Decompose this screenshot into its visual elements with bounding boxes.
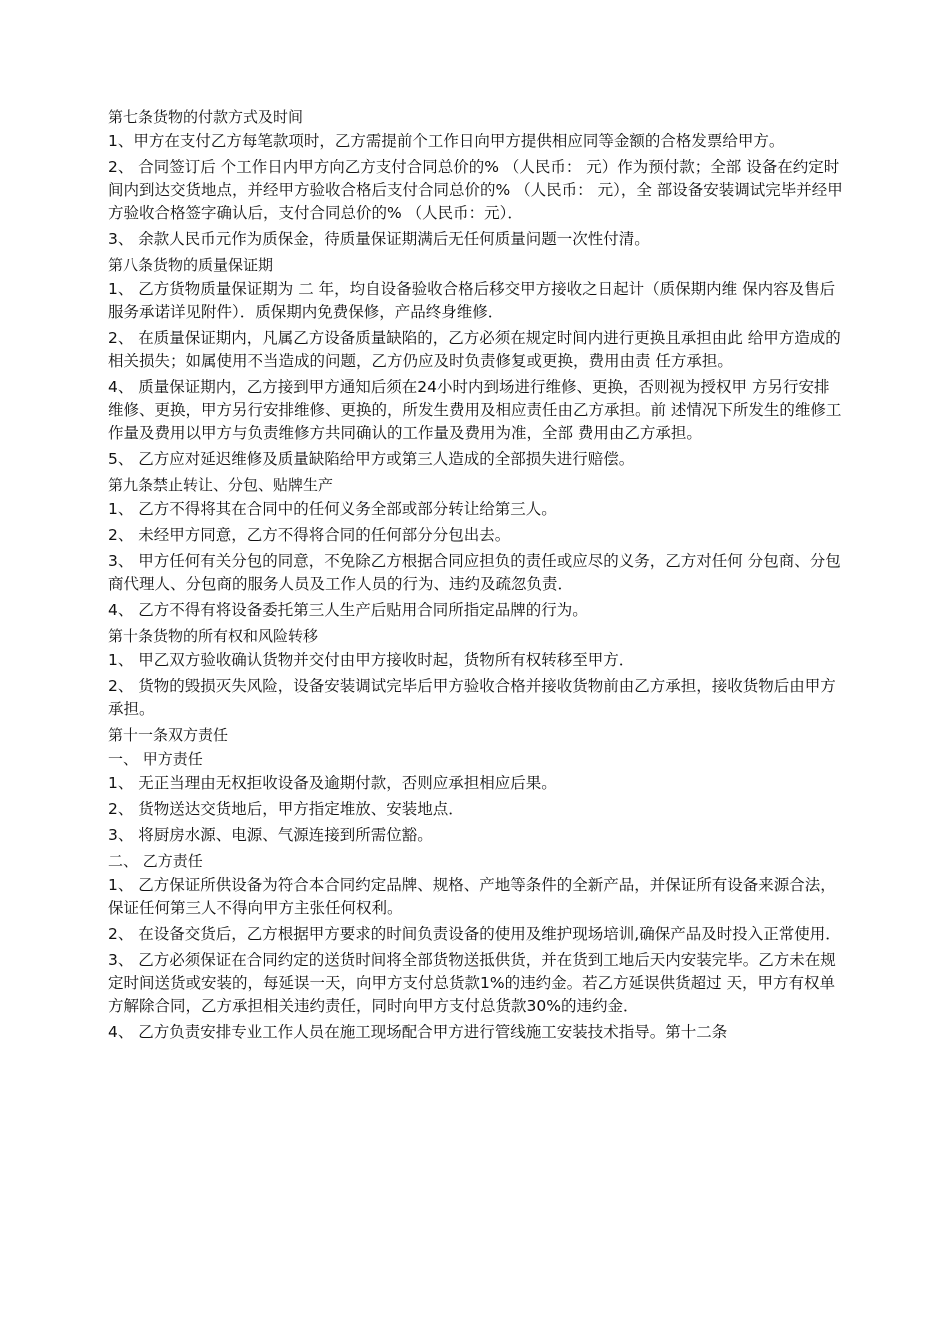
section-heading-11: 第十一条双方责任: [108, 726, 229, 744]
paragraph: 2、 未经甲方同意，乙方不得将合同的任何部分分包出去。: [108, 526, 511, 544]
paragraph: 3、 将厨房水源、电源、气源连接到所需位豁。: [108, 826, 433, 844]
paragraph: 4、 乙方不得有将设备委托第三人生产后贴用合同所指定品牌的行为。: [108, 601, 588, 619]
section-heading-9: 第九条禁止转让、分包、贴牌生产: [108, 476, 334, 494]
paragraph: 2、 合同签订后 个工作日内甲方向乙方支付合同总价的% （人民币： 元）作为预付款；全部 设备在约定时间内到达交货地点，并经甲方验收合格后支付合同总价的% （人民币： 元），全 部设备安装调试完毕并经甲方验收合格签字确认后，支付合同总价的% （人民币：元）．: [108, 158, 843, 222]
paragraph: 2、 在设备交货后，乙方根据甲方要求的时间负责设备的使用及维护现场培训,确保产品及时投入正常使用．: [108, 925, 841, 943]
paragraph: 3、 甲方任何有关分包的同意，不免除乙方根据合同应担负的责任或应尽的义务，乙方对任何 分包商、分包商代理人、分包商的服务人员及工作人员的行为、违约及疏忽负责．: [108, 552, 841, 593]
paragraph: 4、 乙方负责安排专业工作人员在施工现场配合甲方进行管线施工安装技术指导。第十二条: [108, 1023, 728, 1041]
paragraph: 3、 余款人民币元作为质保金，待质量保证期满后无任何质量问题一次性付清。: [108, 230, 650, 248]
paragraph: 4、 质量保证期内，乙方接到甲方通知后须在24小时内到场进行维修、更换，否则视为授权甲 方另行安排维修、更换，甲方另行安排维修、更换的，所发生费用及相应责任由乙方承担。前 述情况下所发生的维修工作量及费用以甲方与负责维修方共同确认的工作量及费用为准，全部 费用由乙方承担。: [108, 378, 842, 442]
document-page: [108, 106, 844, 1047]
paragraph: 2、 在质量保证期内，凡属乙方设备质量缺陷的，乙方必须在规定时间内进行更换且承担由此 给甲方造成的相关损失；如属使用不当造成的问题，乙方仍应及时负责修复或更换，费用由责 任方承担。: [108, 329, 841, 370]
paragraph: 1、 乙方保证所供设备为符合本合同约定品牌、规格、产地等条件的全新产品，并保证所有设备来源合法，保证任何第三人不得向甲方主张任何权利。: [108, 876, 836, 917]
paragraph: 1、 乙方货物质量保证期为 二 年，均自设备验收合格后移交甲方接收之日起计（质保期内维 保内容及售后服务承诺详见附件）．质保期内免费保修，产品终身维修．: [108, 280, 836, 321]
section-heading-10: 第十条货物的所有权和风险转移: [108, 627, 319, 645]
paragraph: 1、 乙方不得将其在合同中的任何义务全部或部分转让给第三人。: [108, 500, 557, 518]
subsection-heading-party-b: 二、 乙方责任: [108, 852, 203, 870]
paragraph: 1、 甲乙双方验收确认货物并交付由甲方接收时起，货物所有权转移至甲方．: [108, 651, 635, 669]
subsection-heading-party-a: 一、 甲方责任: [108, 750, 203, 768]
section-heading-8: 第八条货物的质量保证期: [108, 256, 274, 274]
paragraph: 2、 货物的毁损灭失风险，设备安装调试完毕后甲方验收合格并接收货物前由乙方承担，接收货物后由甲方承担。: [108, 677, 836, 718]
paragraph: 5、 乙方应对延迟维修及质量缺陷给甲方或第三人造成的全部损失进行赔偿。: [108, 450, 635, 468]
paragraph: 1、 无正当理由无权拒收设备及逾期付款，否则应承担相应后果。: [108, 774, 557, 792]
paragraph: 3、 乙方必须保证在合同约定的送货时间将全部货物送抵供货，并在货到工地后天内安装完毕。乙方未在规定时间送货或安装的，每延误一天，向甲方支付总货款1%的违约金。若乙方延误供货超过 天，甲方有权单方解除合同，乙方承担相关违约责任，同时向甲方支付总货款30%的违约金．: [108, 951, 836, 1015]
paragraph: 1、甲方在支付乙方每笔款项时，乙方需提前个工作日向甲方提供相应同等金额的合格发票给甲方。: [108, 132, 785, 150]
section-heading-7: 第七条货物的付款方式及时间: [108, 108, 304, 126]
paragraph: 2、 货物送达交货地后，甲方指定堆放、安装地点．: [108, 800, 464, 818]
